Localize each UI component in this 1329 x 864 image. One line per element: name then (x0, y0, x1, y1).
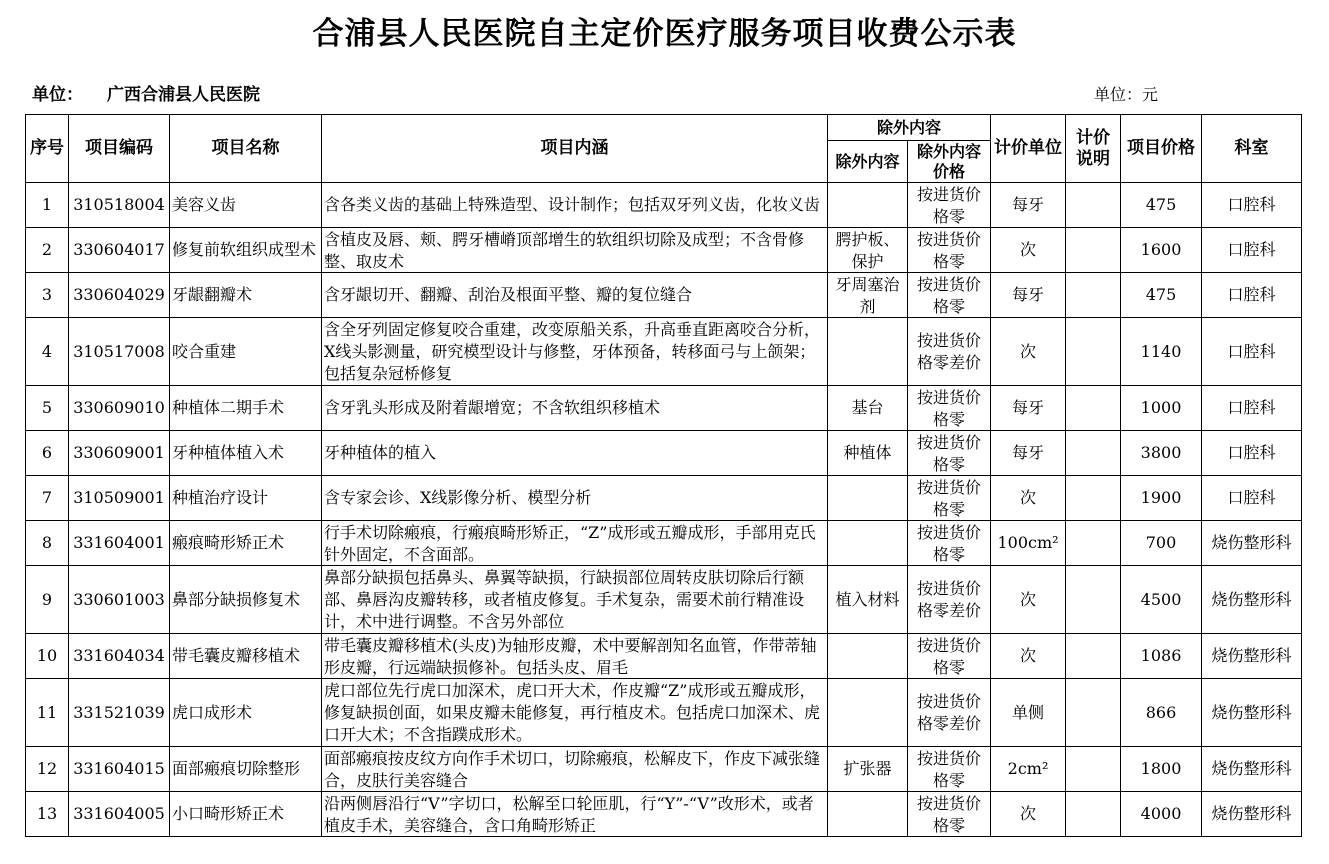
cell-exclusion-price-text: 按进货价格零 (917, 274, 982, 316)
cell-dept-text: 口腔科 (1227, 195, 1276, 214)
cell-unit (991, 566, 1066, 634)
table-row (26, 747, 1302, 792)
cell-exclusion-price-text: 按进货价格零差价 (917, 691, 982, 733)
table-row (26, 566, 1302, 634)
table-row (26, 521, 1302, 566)
cell-unit (991, 476, 1066, 521)
cell-exclusion-item-text: 腭护板、保护 (835, 229, 900, 271)
cell-seq (26, 476, 69, 521)
cell-unit (991, 634, 1066, 679)
cell-seq-text: 4 (41, 341, 53, 361)
cell-price-text: 1800 (1140, 759, 1182, 778)
cell-content (322, 228, 828, 273)
cell-content (322, 476, 828, 521)
cell-price (1121, 228, 1202, 273)
cell-content (322, 747, 828, 792)
cell-seq-text: 11 (36, 702, 58, 722)
cell-name-text: 鼻部分缺损修复术 (172, 589, 301, 609)
cell-content (322, 431, 828, 476)
cell-content-text: 含牙龈切开、翻瓣、刮治及根面平整、瓣的复位缝合 (324, 285, 693, 304)
cell-price-text: 1900 (1140, 488, 1182, 507)
cell-name-text: 带毛囊皮瓣移植术 (172, 646, 301, 665)
cell-note (1066, 431, 1121, 476)
cell-code (69, 183, 170, 228)
cell-name-text: 咬合重建 (172, 341, 237, 361)
cell-exclusion-price-text: 按进货价格零 (917, 522, 982, 564)
cell-content-text: 含全牙列固定修复咬合重建，改变原船关系，升高垂直距离咬合分析， X线头影测量，研究模型设计与修整，牙体预备，转移面弓与上颌架；包括复杂冠桥修复 (324, 319, 821, 383)
cell-price-text: 700 (1145, 533, 1177, 552)
cell-exclusion-price (908, 183, 991, 228)
cell-unit-text: 2cm² (1007, 759, 1049, 778)
header-exclusion-price: 除外内容价格 (908, 141, 991, 183)
cell-exclusion-item (828, 679, 908, 747)
cell-exclusion-price (908, 566, 991, 634)
cell-price-text: 475 (1145, 285, 1177, 304)
table-row (26, 273, 1302, 318)
cell-exclusion-item (828, 228, 908, 273)
cell-price (1121, 566, 1202, 634)
cell-price (1121, 521, 1202, 566)
cell-content-text: 行手术切除瘢痕，行瘢痕畸形矫正，“Z”成形或五瓣成形，手部用克氏针外固定，不含面部。 (324, 522, 816, 564)
table-row (26, 431, 1302, 476)
cell-name-text: 虎口成形术 (172, 702, 253, 722)
cell-exclusion-price (908, 431, 991, 476)
cell-dept-text: 口腔科 (1227, 285, 1276, 304)
cell-exclusion-item (828, 521, 908, 566)
cell-name (170, 566, 322, 634)
cell-dept (1202, 634, 1302, 679)
cell-unit-text: 次 (1020, 488, 1037, 507)
cell-note (1066, 228, 1121, 273)
cell-name (170, 521, 322, 566)
table-row (26, 183, 1302, 228)
cell-unit (991, 679, 1066, 747)
cell-name (170, 792, 322, 837)
cell-note (1066, 566, 1121, 634)
cell-unit-text: 每牙 (1012, 443, 1045, 462)
cell-seq-text: 12 (36, 759, 58, 778)
cell-unit-text: 次 (1020, 646, 1037, 665)
header-note: 计价说明 (1066, 115, 1121, 183)
table-row (26, 792, 1302, 837)
cell-price (1121, 318, 1202, 386)
cell-seq-text: 10 (36, 646, 58, 665)
cell-dept-text: 烧伤整形科 (1211, 589, 1292, 609)
cell-content-text: 虎口部位先行虎口加深术，虎口开大术，作皮瓣“Z”成形或五瓣成形，修复缺损创面，如果皮瓣未能修复，再行植皮术。包括虎口加深术、虎口开大术；不含指蹼成形术。 (324, 680, 821, 744)
cell-exclusion-price (908, 679, 991, 747)
cell-content (322, 521, 828, 566)
cell-seq-text: 5 (41, 398, 53, 417)
cell-price-text: 1140 (1140, 341, 1182, 361)
cell-name (170, 273, 322, 318)
cell-price-text: 3800 (1140, 443, 1182, 462)
cell-content-text: 沿两侧唇沿行“V”字切口，松解至口轮匝肌，行“Y”-“V”改形术，或者植皮手术，美容缝合，含口角畸形矫正 (324, 793, 814, 835)
cell-price-text: 1086 (1140, 646, 1182, 665)
cell-note (1066, 476, 1121, 521)
cell-name-text: 美容义齿 (172, 195, 237, 214)
cell-content-text: 含牙乳头形成及附着龈增宽；不含软组织移植术 (324, 398, 661, 417)
cell-name-text: 小口畸形矫正术 (172, 804, 285, 823)
cell-price-text: 866 (1145, 702, 1177, 722)
cell-seq (26, 792, 69, 837)
cell-price (1121, 476, 1202, 521)
cell-seq (26, 521, 69, 566)
cell-name-text: 修复前软组织成型术 (172, 240, 317, 259)
cell-code (69, 747, 170, 792)
cell-content-text: 牙种植体的植入 (324, 443, 437, 462)
header-unit: 计价单位 (991, 115, 1066, 183)
cell-name-text: 种植体二期手术 (172, 398, 285, 417)
cell-unit (991, 792, 1066, 837)
cell-unit (991, 318, 1066, 386)
cell-unit (991, 747, 1066, 792)
cell-dept (1202, 273, 1302, 318)
cell-note (1066, 792, 1121, 837)
header-price: 项目价格 (1121, 115, 1202, 183)
cell-exclusion-item (828, 792, 908, 837)
cell-exclusion-price (908, 634, 991, 679)
cell-code-text: 330601003 (73, 589, 165, 609)
cell-name (170, 634, 322, 679)
header-content: 项目内涵 (322, 115, 828, 183)
cell-seq-text: 2 (41, 240, 53, 259)
cell-seq-text: 8 (41, 533, 53, 552)
cell-dept (1202, 228, 1302, 273)
cell-dept-text: 烧伤整形科 (1211, 804, 1292, 823)
unit-line (32, 80, 260, 105)
cell-name-text: 牙龈翻瓣术 (172, 285, 253, 304)
cell-exclusion-price-text: 按进货价格零差价 (917, 578, 982, 620)
cell-exclusion-item (828, 273, 908, 318)
cell-code-text: 331521039 (73, 702, 165, 722)
cell-dept-text: 口腔科 (1227, 443, 1276, 462)
cell-exclusion-price (908, 792, 991, 837)
table-row (26, 228, 1302, 273)
cell-seq (26, 183, 69, 228)
cell-price-text: 475 (1145, 195, 1177, 214)
cell-dept (1202, 679, 1302, 747)
table-row (26, 634, 1302, 679)
hospital-name: 广西合浦县人民医院 (107, 85, 260, 105)
cell-price (1121, 792, 1202, 837)
cell-exclusion-item-text: 种植体 (843, 443, 892, 462)
cell-exclusion-item-text: 牙周塞治剂 (835, 274, 900, 316)
cell-exclusion-price (908, 386, 991, 431)
cell-name (170, 679, 322, 747)
cell-seq-text: 9 (41, 589, 53, 609)
cell-note (1066, 318, 1121, 386)
cell-seq-text: 13 (36, 804, 58, 823)
cell-seq (26, 566, 69, 634)
cell-seq (26, 634, 69, 679)
cell-exclusion-item (828, 634, 908, 679)
cell-seq-text: 3 (41, 285, 53, 304)
cell-seq (26, 679, 69, 747)
cell-code-text: 331604015 (73, 759, 165, 778)
cell-note (1066, 273, 1121, 318)
cell-name (170, 318, 322, 386)
cell-code (69, 566, 170, 634)
cell-exclusion-item (828, 566, 908, 634)
header-exclusion-group: 除外内容 (828, 115, 991, 141)
cell-name-text: 牙种植体植入术 (172, 443, 285, 462)
cell-code (69, 476, 170, 521)
cell-price (1121, 747, 1202, 792)
cell-code-text: 330604017 (73, 240, 165, 259)
cell-exclusion-price-text: 按进货价格零 (917, 635, 982, 677)
cell-unit (991, 183, 1066, 228)
currency-unit: 单位：元 (1094, 85, 1159, 104)
cell-content (322, 318, 828, 386)
cell-dept-text: 烧伤整形科 (1211, 533, 1292, 552)
cell-seq (26, 318, 69, 386)
cell-seq (26, 431, 69, 476)
cell-exclusion-item-text: 植入材料 (835, 589, 900, 609)
cell-code (69, 792, 170, 837)
cell-dept (1202, 747, 1302, 792)
cell-exclusion-price (908, 318, 991, 386)
cell-unit-text: 次 (1020, 341, 1037, 361)
cell-exclusion-price-text: 按进货价格零 (917, 387, 982, 429)
page-title: 合浦县人民医院自主定价医疗服务项目收费公示表 (312, 16, 1017, 52)
cell-name (170, 183, 322, 228)
fee-table (25, 114, 1302, 837)
cell-exclusion-price-text: 按进货价格零差价 (917, 330, 982, 372)
cell-dept-text: 烧伤整形科 (1211, 702, 1292, 722)
cell-price (1121, 634, 1202, 679)
cell-unit (991, 431, 1066, 476)
cell-exclusion-item-text: 基台 (851, 398, 884, 417)
cell-seq (26, 228, 69, 273)
cell-code (69, 679, 170, 747)
cell-code-text: 310518004 (73, 195, 165, 214)
cell-code-text: 310517008 (73, 341, 165, 361)
cell-content (322, 273, 828, 318)
cell-unit-text: 次 (1020, 804, 1037, 823)
cell-unit-text: 100cm² (997, 533, 1059, 552)
cell-price-text: 4000 (1140, 804, 1182, 823)
cell-price (1121, 679, 1202, 747)
cell-unit (991, 273, 1066, 318)
cell-dept (1202, 792, 1302, 837)
cell-exclusion-price (908, 521, 991, 566)
cell-content-text: 含各类义齿的基础上特殊造型、设计制作；包括双牙列义齿，化妆义齿 (324, 195, 821, 214)
cell-code-text: 330609010 (73, 398, 165, 417)
cell-note (1066, 386, 1121, 431)
cell-exclusion-item (828, 476, 908, 521)
cell-price-text: 4500 (1140, 589, 1182, 609)
cell-code (69, 431, 170, 476)
cell-code-text: 331604005 (73, 804, 165, 823)
cell-name-text: 种植治疗设计 (172, 488, 269, 507)
header-seq: 序号 (26, 115, 69, 183)
cell-dept (1202, 431, 1302, 476)
cell-price (1121, 386, 1202, 431)
cell-name (170, 228, 322, 273)
cell-unit-text: 次 (1020, 589, 1037, 609)
cell-exclusion-price-text: 按进货价格零 (917, 748, 982, 790)
cell-code-text: 331604034 (73, 646, 165, 665)
cell-name (170, 431, 322, 476)
cell-exclusion-item (828, 747, 908, 792)
cell-exclusion-price (908, 273, 991, 318)
cell-price (1121, 273, 1202, 318)
cell-content (322, 386, 828, 431)
cell-dept-text: 口腔科 (1227, 398, 1276, 417)
table-row (26, 476, 1302, 521)
cell-exclusion-price (908, 476, 991, 521)
cell-exclusion-price-text: 按进货价格零 (917, 184, 982, 226)
cell-name-text: 面部瘢痕切除整形 (172, 759, 301, 778)
cell-content (322, 634, 828, 679)
cell-code-text: 330604029 (73, 285, 165, 304)
cell-content-text: 鼻部分缺损包括鼻头、鼻翼等缺损，行缺损部位周转皮肤切除后行额部、鼻唇沟皮瓣转移，或者植皮修复。手术复杂，需要术前行精准设计，术中进行调整。不含另外部位 (324, 567, 805, 631)
cell-dept (1202, 566, 1302, 634)
cell-name (170, 386, 322, 431)
cell-price-text: 1600 (1140, 240, 1182, 259)
cell-unit-text: 每牙 (1012, 285, 1045, 304)
cell-code-text: 330609001 (73, 443, 165, 462)
cell-unit (991, 521, 1066, 566)
cell-seq (26, 273, 69, 318)
cell-name-text: 瘢痕畸形矫正术 (172, 533, 285, 552)
cell-dept (1202, 521, 1302, 566)
cell-seq (26, 386, 69, 431)
cell-seq-text: 6 (41, 443, 53, 462)
cell-exclusion-price-text: 按进货价格零 (917, 229, 982, 271)
cell-price (1121, 183, 1202, 228)
cell-unit-text: 每牙 (1012, 195, 1045, 214)
cell-note (1066, 634, 1121, 679)
cell-unit-text: 次 (1020, 240, 1037, 259)
cell-note (1066, 183, 1121, 228)
cell-content-text: 带毛囊皮瓣移植术(头皮)为轴形皮瓣，术中要解剖知名血管，作带蒂轴形皮瓣，行远端缺损修补。包括头皮、眉毛 (324, 635, 817, 677)
cell-exclusion-price (908, 747, 991, 792)
cell-exclusion-price-text: 按进货价格零 (917, 793, 982, 835)
cell-seq-text: 7 (41, 488, 53, 507)
cell-dept-text: 烧伤整形科 (1211, 646, 1292, 665)
cell-content-text: 面部瘢痕按皮纹方向作手术切口，切除瘢痕，松解皮下，作皮下减张缝合，皮肤行美容缝合 (324, 748, 821, 790)
cell-exclusion-item-text: 扩张器 (843, 759, 892, 778)
cell-exclusion-item (828, 431, 908, 476)
cell-code (69, 228, 170, 273)
cell-exclusion-price (908, 228, 991, 273)
cell-code-text: 310509001 (73, 488, 165, 507)
cell-dept (1202, 386, 1302, 431)
cell-dept-text: 烧伤整形科 (1211, 759, 1292, 778)
cell-unit-text: 每牙 (1012, 398, 1045, 417)
cell-exclusion-item (828, 183, 908, 228)
cell-seq (26, 747, 69, 792)
cell-code (69, 521, 170, 566)
header-code: 项目编码 (69, 115, 170, 183)
cell-unit (991, 228, 1066, 273)
cell-price (1121, 431, 1202, 476)
cell-code (69, 634, 170, 679)
cell-name (170, 476, 322, 521)
header-name: 项目名称 (170, 115, 322, 183)
cell-exclusion-item (828, 318, 908, 386)
cell-code (69, 273, 170, 318)
cell-note (1066, 747, 1121, 792)
cell-exclusion-price-text: 按进货价格零 (917, 477, 982, 519)
table-row (26, 318, 1302, 386)
cell-code (69, 386, 170, 431)
cell-content (322, 566, 828, 634)
cell-name (170, 747, 322, 792)
cell-exclusion-price-text: 按进货价格零 (917, 432, 982, 474)
cell-price-text: 1000 (1140, 398, 1182, 417)
cell-dept (1202, 476, 1302, 521)
cell-dept-text: 口腔科 (1227, 341, 1276, 361)
cell-content (322, 679, 828, 747)
header-dept: 科室 (1202, 115, 1302, 183)
cell-dept (1202, 318, 1302, 386)
cell-unit (991, 386, 1066, 431)
cell-content (322, 183, 828, 228)
cell-dept-text: 口腔科 (1227, 240, 1276, 259)
header-exclusion-item: 除外内容 (828, 141, 908, 183)
cell-code-text: 331604001 (73, 533, 165, 552)
unit-label: 单位： (32, 85, 83, 105)
cell-exclusion-item (828, 386, 908, 431)
cell-code (69, 318, 170, 386)
cell-dept (1202, 183, 1302, 228)
cell-unit-text: 单侧 (1012, 702, 1045, 722)
table-row (26, 386, 1302, 431)
table-row (26, 679, 1302, 747)
cell-note (1066, 679, 1121, 747)
cell-content-text: 含植皮及唇、颊、腭牙槽嵴顶部增生的软组织切除及成型；不含骨修整、取皮术 (324, 229, 805, 271)
cell-dept-text: 口腔科 (1227, 488, 1276, 507)
cell-content-text: 含专家会诊、X线影像分析、模型分析 (324, 488, 592, 507)
cell-note (1066, 521, 1121, 566)
cell-content (322, 792, 828, 837)
cell-seq-text: 1 (41, 195, 53, 214)
